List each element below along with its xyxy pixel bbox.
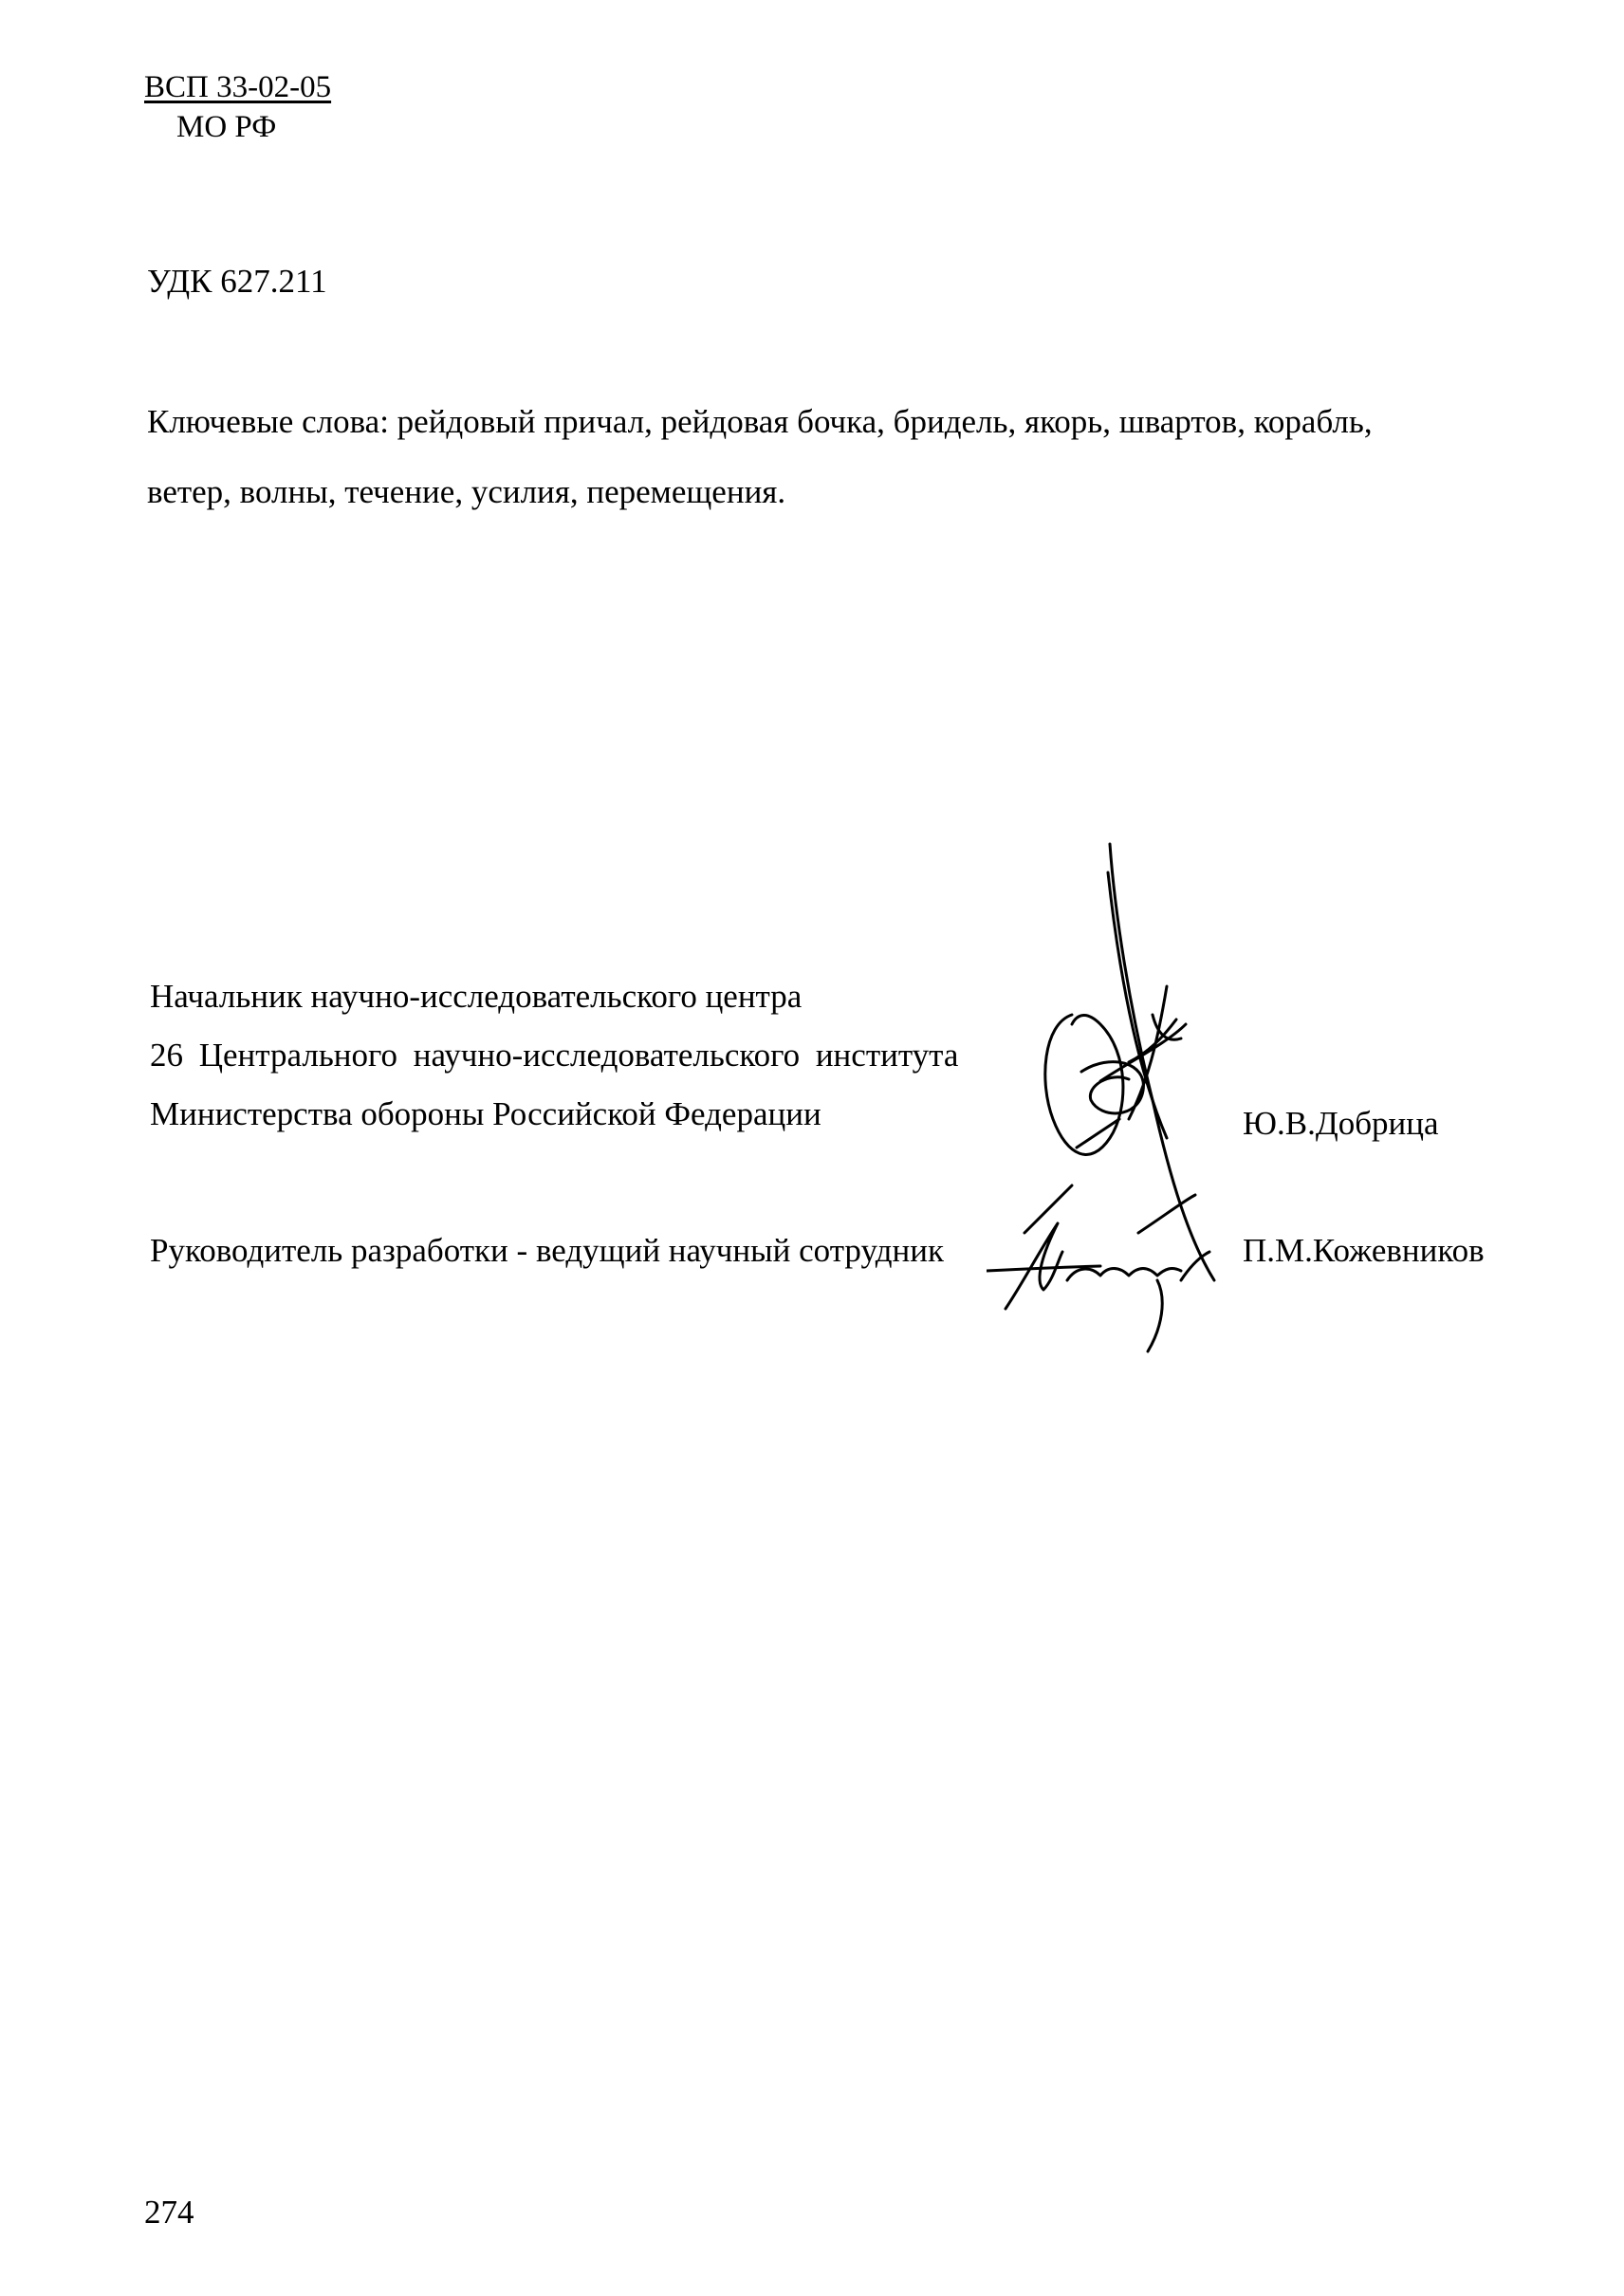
position-title-line-1: Начальник научно-исследовательского центра <box>150 978 803 1015</box>
organization-code: МО РФ <box>176 110 277 144</box>
udk-code: УДК 627.211 <box>147 263 327 300</box>
position-title-line-2: 26 Центрального научно-исследовательского института <box>150 1037 959 1074</box>
keywords-line-1: Ключевые слова: рейдовый причал, рейдовая бочка, бридель, якорь, швартов, корабль, <box>147 403 1373 440</box>
position-title-developer: Руководитель разработки - ведущий научный сотрудник <box>150 1232 945 1269</box>
handwritten-signature-icon <box>987 835 1290 1366</box>
keywords-line-2: ветер, волны, течение, усилия, перемещения. <box>147 473 786 510</box>
page-number: 274 <box>144 2194 194 2231</box>
document-code: ВСП 33-02-05 <box>144 70 332 104</box>
position-title-line-3: Министерства обороны Российской Федерации <box>150 1095 821 1132</box>
keywords-block <box>147 387 1494 527</box>
signatory-name-1: Ю.В.Добрица <box>1243 1105 1439 1142</box>
signatory-name-2: П.М.Кожевников <box>1243 1232 1485 1269</box>
